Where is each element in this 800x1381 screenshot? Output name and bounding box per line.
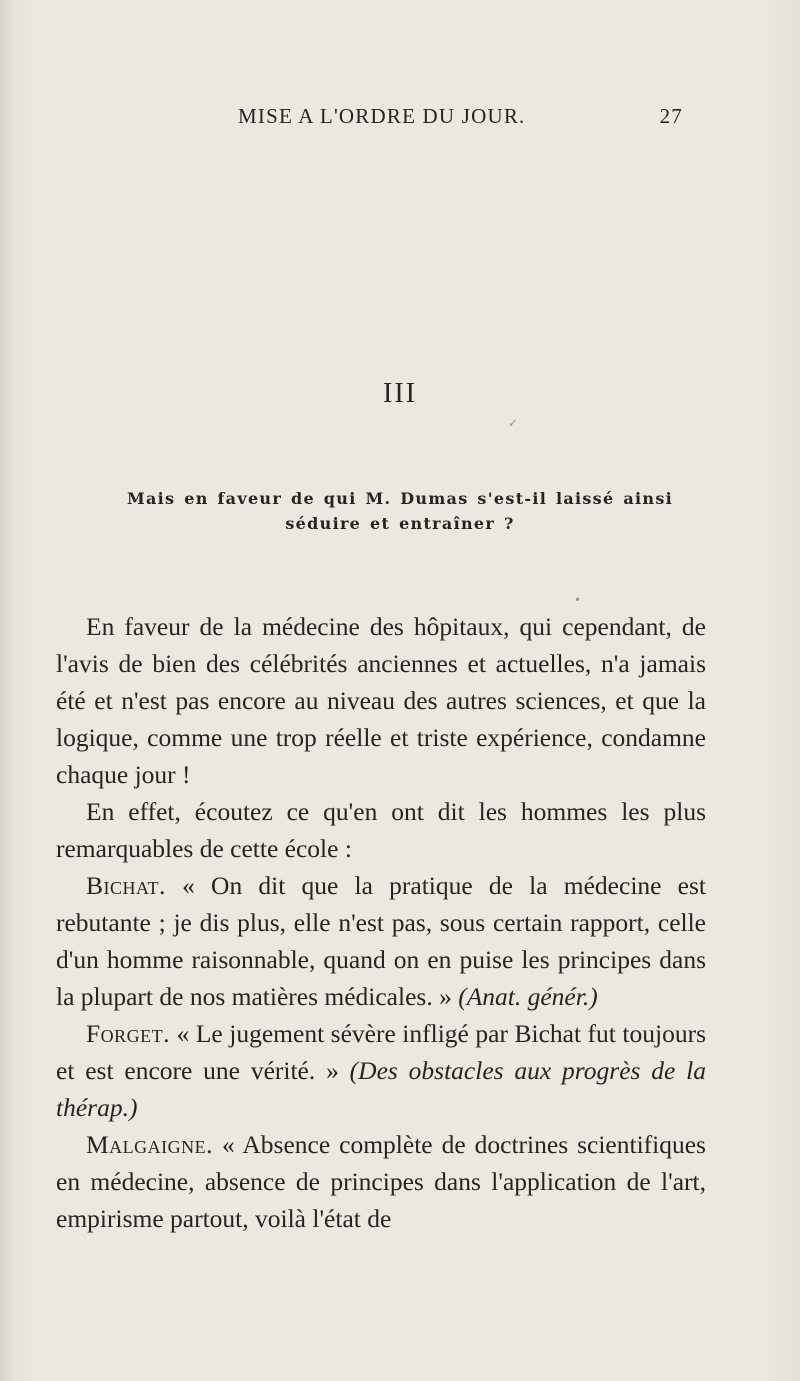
section-number: III bbox=[383, 378, 417, 409]
source-bichat: (Anat. génér.) bbox=[458, 982, 598, 1011]
running-head bbox=[238, 104, 683, 134]
paragraph-1: En faveur de la médecine des hôpitaux, qui cependant, de l'avis de bien des célébrités anciennes et actuelles, n'a jamais été et n'est pas encore au niveau des autres sciences, et que la logique, comme une trop réelle et triste expérience, condamne chaque jour ! bbox=[56, 612, 706, 789]
paragraph-bichat bbox=[56, 867, 706, 1015]
author-bichat: Bichat. bbox=[86, 871, 166, 900]
running-head-title: MISE A L'ORDRE DU JOUR. bbox=[238, 104, 526, 128]
quote-forget: « Le jugement sévère infligé par Bichat fut toujours et est encore une vérité. » bbox=[56, 1019, 706, 1085]
paragraph-forget bbox=[56, 1015, 706, 1126]
section-heading-line-1: Mais en faveur de qui M. Dumas s'est-il laissé ainsi bbox=[126, 489, 674, 508]
page-number: 27 bbox=[659, 104, 683, 128]
quote-malgaigne: « Absence complète de doctrines scientifiques en médecine, absence de principes dans l'application de l'art, empirisme partout, voilà l'état de bbox=[56, 1130, 706, 1233]
paper-speck: • bbox=[574, 593, 582, 607]
quote-bichat: « On dit que la pratique de la médecine est rebutante ; je dis plus, elle n'est pas, sous certain rapport, celle d'un homme raisonnable, quand on en puise les principes dans la plupart de nos matières médicales. » bbox=[56, 871, 706, 1011]
paper-speck: ✓ bbox=[508, 416, 519, 430]
section-heading-line-2: séduire et entraîner ? bbox=[285, 514, 515, 533]
source-forget: (Des obstacles aux progrès de la thérap.) bbox=[56, 1056, 706, 1122]
paragraph-malgaigne bbox=[56, 1126, 706, 1237]
paragraph-2: En effet, écoutez ce qu'en ont dit les hommes les plus remarquables de cette école : bbox=[56, 797, 706, 863]
author-malgaigne: Malgaigne. bbox=[86, 1130, 214, 1159]
author-forget: Forget. bbox=[86, 1019, 171, 1048]
body-text bbox=[56, 608, 706, 1237]
section-heading bbox=[80, 486, 720, 536]
